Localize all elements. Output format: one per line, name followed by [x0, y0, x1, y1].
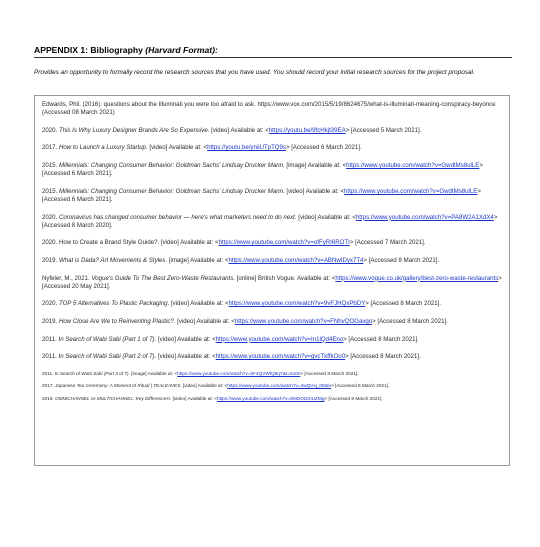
appendix-heading-label: APPENDIX 1: Bibliography: [34, 45, 146, 55]
entry-source: . [image] Available at: <: [165, 256, 229, 264]
entry-link[interactable]: https://www.youtube.com/watch?v=9vFJHQxPbDY: [228, 300, 366, 308]
entry-link[interactable]: https://www.youtube.com/watch?v=bF4QVWfQ8qY&t=610s: [177, 370, 301, 376]
bibliography-entry: [42, 127, 504, 135]
entry-source: . [image] Available at: <: [128, 370, 178, 376]
entry-accessed: > [Accessed 8 March 2021].: [300, 370, 359, 376]
entry-title: Millennials: Changing Consumer Behavior: Goldman Sachs' Lindsay Drucker Mann: [58, 187, 283, 195]
entry-title: Coronavirus has changed consumer behavior — here's what marketers need to do next: [58, 213, 295, 221]
entry-source: . [video] Available at: <: [294, 213, 356, 221]
entry-citation: 2019.: [42, 317, 59, 325]
entry-title: How to Launch a Luxury Startup: [58, 144, 147, 152]
entry-accessed: > [Accessed 8 March 2021].: [324, 395, 383, 401]
entry-accessed: > [Accessed 6 March 2021].: [42, 187, 481, 203]
entry-link[interactable]: https://www.youtube.com/watch?v=PA8W2A1XdX4: [355, 213, 494, 221]
bibliography-entry: [42, 162, 504, 178]
entry-title: How Close Are We to Reinventing Plastic?: [58, 317, 174, 325]
entry-accessed: > [Accessed 8 March 2021].: [372, 317, 448, 325]
bibliography-entry: [42, 188, 504, 204]
entry-accessed: > [Accessed 8 March 2020].: [42, 213, 498, 229]
bibliography-entry: [42, 101, 504, 117]
entry-source: . [video] Available at: <: [180, 383, 228, 389]
entry-citation: 2020.: [42, 300, 59, 308]
entry-link[interactable]: https://www.youtube.com/watch?v=ABNwtDyx7T4: [228, 256, 364, 264]
entry-title: Vogue's Guide To The Best Zero-Waste Restaurants: [91, 274, 234, 282]
entry-source: questions about the Illuminati you were too afraid to ask. https://www.vox.com/2015/5/19/8624675/what-is-illuminati-meaning-conspiracy-beyonce (Accessed 08 March 2021): [42, 101, 496, 117]
entry-accessed: > [Accessed 8 March 2021].: [345, 353, 421, 361]
entry-accessed: > [Accessed 8 March 2021].: [365, 300, 442, 308]
appendix-heading: [34, 45, 218, 55]
entry-citation: Edwards, Phil. (2016).: [42, 101, 104, 108]
entry-link[interactable]: https://www.youtube.com/watch?v=GwdtMs8ulLE: [346, 161, 480, 169]
bibliography-entry: [42, 275, 504, 291]
bibliography-entry: [42, 383, 504, 390]
bibliography-entry: [42, 239, 504, 247]
bibliography-entry: [42, 144, 504, 152]
entry-title: What is Dada? Art Movements & Styles: [58, 256, 166, 264]
entry-accessed: > [Accessed 8 March 2021].: [331, 383, 390, 389]
entry-title: Japanese Tea Ceremony: A Moment of Ritual | TEALEAVES: [55, 383, 181, 389]
bibliography-entry: [42, 371, 504, 378]
intro-text: Provides an opportunity to formally record the research sources that you have used. You should record your initial research sources for the project proposal.: [34, 69, 475, 76]
entry-accessed: > [Accessed 8 March 2021].: [363, 256, 440, 264]
heading-divider: [34, 57, 512, 58]
entry-source: . [online] British Vogue. Available at: <: [233, 274, 336, 282]
entry-citation: 2020.: [42, 213, 59, 221]
appendix-heading-format: (Harvard Format):: [145, 45, 218, 55]
entry-citation: 2011.: [42, 353, 59, 361]
entry-citation: 2020.: [42, 126, 59, 134]
entry-source: [video] Available at: <: [160, 239, 219, 247]
entry-link[interactable]: https://youtu.be/yniiUTpTQ9s: [207, 144, 286, 152]
entry-link[interactable]: https://www.vogue.co.uk/gallery/best-zero-waste-restaurants: [335, 274, 499, 282]
bibliography-entry: [42, 318, 504, 326]
entry-link[interactable]: https://youtu.be/9fcHkjt39EA: [268, 126, 346, 134]
bibliography-entry: [42, 257, 504, 265]
entry-source: . [video] Available at: <: [154, 353, 216, 361]
entry-source: . [video] Available at: <: [167, 300, 229, 308]
entry-accessed: > [Accessed 8 March 2021].: [343, 335, 419, 343]
entry-citation: 2020. How to Create a Brand Style Guide?.: [42, 239, 161, 247]
entry-link[interactable]: https://www.youtube.com/watch?v=GwdtMs8ulLE: [344, 187, 478, 195]
entry-citation: 2011.: [42, 370, 55, 376]
bibliography-entry: [42, 353, 504, 361]
entry-source: . [video] Available at: <: [283, 187, 345, 195]
entry-title: Millennials: Changing Consumer Behavior: Goldman Sachs' Lindsay Drucker Mann: [58, 161, 283, 169]
entry-citation: 2019.: [42, 256, 59, 264]
entry-citation: 2017.: [42, 144, 59, 152]
entry-citation: 2015.: [42, 161, 59, 169]
entry-accessed: > [Accessed 6 March 2021].: [42, 161, 483, 178]
entry-source: . [video] Available at: <: [154, 335, 216, 343]
entry-citation: 2011.: [42, 335, 59, 343]
entry-title: In Search of Wabi Sabi (Part 2 of 7): [58, 353, 155, 361]
entry-source: . [video] Available at: <: [207, 126, 269, 134]
entry-link[interactable]: https://www.youtube.com/watch?v=gvcTkffkOo0: [215, 353, 346, 361]
bibliography-entry: [42, 214, 504, 230]
entry-source: . [video] Available at: <: [146, 144, 208, 152]
entry-link[interactable]: https://www.youtube.com/watch?v=5MDOt2mUZMg: [216, 395, 325, 401]
entry-title: In Search of Wabi Sabi (Part 1 of 7): [58, 335, 155, 343]
entry-link[interactable]: https://www.youtube.com/watch?v=ofFyRI6ROTI: [218, 239, 350, 247]
entry-title: This Is Why Luxury Designer Brands Are So Expensive: [58, 126, 208, 134]
entry-accessed: > [Accessed 5 March 2021].: [345, 126, 422, 134]
entry-source: . [video] Available at: <: [170, 395, 217, 401]
entry-link[interactable]: https://www.youtube.com/watch?v=4wQVxj_0Mdo: [227, 383, 332, 389]
entry-accessed: > [Accessed 6 March 2021].: [285, 144, 362, 152]
entry-source: . [video] Available at: <: [173, 317, 235, 325]
bibliography-entry: [42, 396, 504, 403]
entry-title: OMNICHANNEL vs MULTICHANNEL: Key Differences!: [55, 395, 171, 401]
bibliography-list: [42, 101, 504, 409]
entry-accessed: > [Accessed 7 March 2021].: [349, 239, 426, 247]
entry-source: . [image] Available at: <: [283, 161, 347, 169]
bibliography-entry: [42, 300, 504, 308]
entry-title: In Search of Wabi Sabi (Part 3 of 7): [54, 370, 129, 376]
entry-title: TOP 5 Alternatives To Plastic Packaging: [58, 300, 168, 308]
entry-citation: 2017.: [42, 383, 56, 389]
entry-accessed: > [Accessed 20 May 2021].: [42, 274, 502, 290]
entry-link[interactable]: https://www.youtube.com/watch?v=In1lQd4Eno: [215, 335, 344, 343]
entry-citation: 2019.: [42, 395, 56, 401]
entry-citation: 2015.: [42, 187, 59, 195]
entry-citation: Nyfeler, M., 2021.: [42, 274, 92, 282]
bibliography-entry: [42, 336, 504, 344]
entry-link[interactable]: https://www.youtube.com/watch?v=FNhvQOGavgo: [234, 317, 373, 325]
